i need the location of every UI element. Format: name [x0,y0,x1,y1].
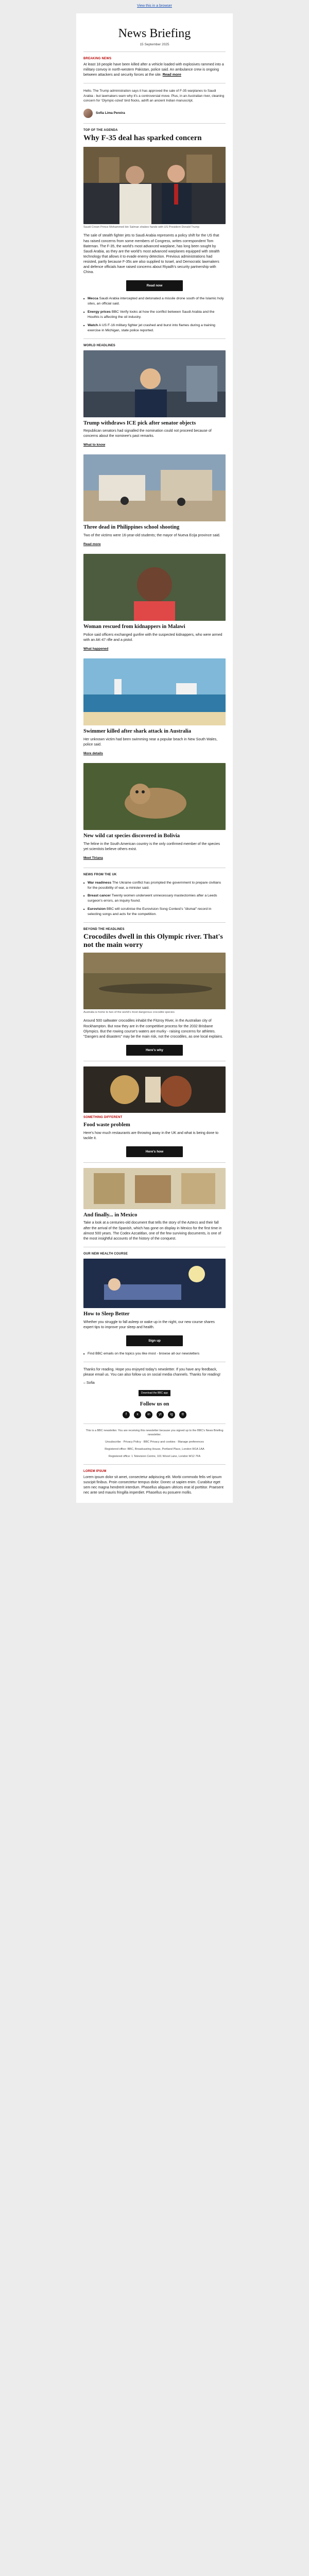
view-in-browser-bar [0,0,309,13]
story-image[interactable] [83,350,226,417]
lorem-section [83,1470,226,1496]
list-item [83,554,226,652]
footer-address: Registered office: 1 Television Centre, 101 Wood Lane, London W12 7FA [108,1454,201,1458]
facebook-icon[interactable]: f [123,1411,130,1418]
breaking-read-more-link[interactable]: Read more [162,73,181,77]
signoff-name: – Sofia [83,1381,95,1385]
beyond-headlines [83,928,226,1056]
story-image[interactable] [83,658,226,725]
list-item [83,454,226,548]
lorem-text: Lorem ipsum dolor sit amet, consectetur adipiscing elit. Morbi commodo felis vel ipsum suscipit finibus. Proin consectetur tempus dolor. Donec ut sapien enim. Curabitur eget sem nec magna hendrerit interdum. Phasellus aliquam ultrices erat id porttitor. Praesent nec ante sed mauris fringilla imperdiet. Phasellus eu posuere mollis. [83,1475,224,1495]
intro-text: Hello. The Trump administration says it has approved the sale of F-35 warplanes to Saudi Arabia - but lawmakers warn why it's a controversial move. Plus, in an Australian river, cleaning concern for 'Olympic-sized' bird flocks, adrift an ancient Indian manuscript. [83,89,225,103]
footer-links[interactable]: Unsubscribe · Privacy Policy · BBC Privacy and cookies · Manage preferences [105,1440,204,1444]
footer-text: This is a BBC newsletter. You are receiving this newsletter because you signed up to the BBC's News Briefing newsletter. [85,1429,224,1436]
food-label: SOMETHING DIFFERENT [83,1116,123,1120]
social-icons [83,1411,226,1418]
story-text: Two of the victims were 16-year-old students; the mayor of Nueva Ecija province said. [83,534,220,538]
health-text: Whether you struggle to fall asleep or wake up in the night, our new course shares expert tips to improve your sleep and health. [83,1320,215,1329]
follow-us-heading: Follow us on [140,1401,169,1408]
divider [83,1162,226,1163]
beyond-image[interactable] [83,953,226,1009]
story-image[interactable] [83,763,226,830]
list-item: ■ Find BBC emails on the topics you like most - browse all our newsletters [83,1351,226,1357]
top-label: TOP OF THE AGENDA [83,128,118,132]
list-item: ■ War readiness The Ukraine conflict has prompted the government to prepare civilians for the possibility of war, a minister said. [83,880,226,891]
and-finally [83,1168,226,1242]
something-different [83,1066,226,1157]
list-item: ■ Watch A US F-16 military fighter jet crashed and burst into flames during a training exercise in Michigan, state police reported. [83,323,226,333]
list-item [83,350,226,449]
uk-label: NEWS FROM THE UK [83,873,117,876]
read-now-button[interactable]: Read now [126,280,183,291]
top-of-agenda [83,129,226,333]
health-image[interactable] [83,1259,226,1308]
follow-us [83,1386,226,1418]
health-label: OUR NEW HEALTH COURSE [83,1252,128,1256]
story-headline[interactable]: Three dead in Philippines school shooting [83,524,180,531]
sign-up-button[interactable]: Sign up [126,1335,183,1346]
linkedin-icon[interactable]: in [145,1411,152,1418]
breaking-label: BREAKING NEWS [83,57,112,60]
beyond-text: Around 500 saltwater crocodiles inhabit the Fitzroy River, in the Australian city of Rockhampton. But now they are in the competitive process for the 2032 Brisbane Olympics. But the rowing course's waters are murky - raising concerns for athletes. "Dangers and disasters" may be the main risk, not the crocodiles, as one local explains. [83,1019,224,1039]
list-item [83,763,226,861]
lorem-label: LOREM IPSUM [83,1469,107,1473]
x-icon[interactable]: x [134,1411,141,1418]
top-bullets [83,296,226,333]
finally-headline[interactable]: And finally... in Mexico [83,1212,138,1218]
app-download-badge[interactable]: Download the BBC app [139,1390,170,1396]
story-text: Her unknown victim had been swimming near a popular beach in New South Wales, police said. [83,737,218,747]
uk-news [83,873,226,917]
uk-bullets [83,880,226,917]
story-text: Police said officers exchanged gunfire with the suspected kidnappers, who were armed with an AK-47 rifle and a pistol. [83,633,222,642]
food-image[interactable] [83,1066,226,1113]
divider [83,1464,226,1465]
breaking-text: At least 18 people have been killed after a vehicle loaded with explosives rammed into a military convoy in north-western Pakistan, police said. An ambulance crew is ongoing between attackers and security forces at the site. Read more [83,63,224,77]
heres-how-button[interactable]: Here's how [126,1146,183,1157]
world-label: WORLD HEADLINES [83,344,115,347]
story-headline[interactable]: New wild cat species discovered in Bolivia [83,833,180,839]
story-headline[interactable]: Trump withdraws ICE pick after senator objects [83,420,196,426]
view-in-browser-link[interactable]: View this in a browser [137,4,172,8]
breaking-news [83,57,226,78]
signoff-text: Thanks for reading. Hope you enjoyed today's newsletter. If you have any feedback, please email us. You can also follow us on social media channels. Thanks for reading! [83,1367,221,1377]
intro-quote [83,89,226,117]
finally-text: Take a look at a centuries-old document that tells the story of the Aztecs and their fall after the arrival of the Spanish, which has gone on display in Mexico for the first time in almost 500 years. The Codex Azcatitlan, one of the few surviving documents, is one of the most insightful accounts of the history of the conquest. [83,1221,222,1241]
story-image[interactable] [83,454,226,521]
story-text: The feline in the South American country is the only confirmed member of the species yet scientists believe others exist. [83,842,220,851]
top-story-image[interactable] [83,147,226,224]
avatar [83,109,93,118]
masthead [83,18,226,46]
author-name: Sofia Lima Pereira [96,111,125,115]
divider [83,922,226,923]
heres-why-button[interactable]: Here's why [126,1045,183,1056]
top-paragraph: The sale of stealth fighter jets to Saudi Arabia represents a policy shift for the US that has raised concerns from some members of Congress, writes correspondent Tom Bateman. The F-35, the world's most advanced warplane, has long been sought by Saudi Arabia, as they are the world's most advanced warplanes equipped with stealth technology that allows it to evade enemy detection. Previous administrations had resisted, partly because F-35s are also supplied to Israel, and Democratic lawmakers and defence officials have raised concerns about Riyadh's security partnership with China. [83,234,220,275]
list-item: ■ Mecca Saudi Arabia intercepted and detonated a missile drone south of the Islamic holy sites, an official said. [83,296,226,307]
food-text: Here's how much restaurants are throwing away in the UK and what is being done to tackle it. [83,1131,219,1140]
top-headline[interactable]: Why F-35 deal has sparked concern [83,133,202,142]
beyond-headline[interactable]: Crocodiles dwell in this Olympic river. That's not the main worry [83,933,223,949]
instagram-icon[interactable]: ig [168,1411,175,1418]
health-headline[interactable]: How to Sleep Better [83,1311,130,1317]
world-headlines [83,344,226,861]
list-item: ■ Energy prices BBC Verify looks at how the conflict between Saudi Arabia and the Houthis is affecting the oil industry. [83,310,226,320]
list-item: ■ Breast cancer Twenty women underwent unnecessary mastectomies after a Leeds surgeon's errors, an inquiry found. [83,893,226,904]
list-item [83,658,226,757]
story-image[interactable] [83,554,226,621]
story-link[interactable]: Meet Tiriana [83,856,103,860]
newsletter-date: 15 September 2025 [140,43,169,46]
beyond-caption: Australia is home to two of the world's most dangerous crocodile species [83,1011,175,1014]
divider [83,123,226,124]
footer-address: Registered office: BBC, Broadcasting House, Portland Place, London W1A 1AA [105,1447,204,1451]
story-link[interactable]: Read more [83,543,101,547]
beyond-label: BEYOND THE HEADLINES [83,927,125,931]
story-link[interactable]: What to know [83,443,106,447]
story-link[interactable]: What happened [83,647,109,651]
author-line [83,109,226,118]
signoff [83,1367,226,1386]
newsletter-title: News Briefing [118,27,191,40]
list-item: ■ Eurovision BBC will scrutinise the Eurovision Song Contest's "dismal" record in selecting songs and acts for the competition. [83,907,226,917]
top-caption: Saudi Crown Prince Mohammed bin Salman shakes hands with US President Donald Trump [83,225,199,229]
story-headline[interactable]: Woman rescued from kidnappers in Malawi [83,624,185,630]
story-headline[interactable]: Swimmer killed after shark attack in Australia [83,728,192,735]
footer [83,1429,226,1459]
health-bullets [83,1351,226,1357]
food-headline[interactable]: Food waste problem [83,1122,130,1128]
divider [83,1423,226,1424]
codex-image[interactable] [83,1168,226,1209]
newsletter-container [76,13,233,1503]
divider [83,338,226,339]
health-course [83,1252,226,1357]
youtube-icon[interactable]: yt [157,1411,164,1418]
story-text: Republican senators had signalled the nomination could not proceed because of concerns about the nominee's past remarks. [83,429,212,438]
tiktok-icon[interactable]: tt [179,1411,186,1418]
story-link[interactable]: More details [83,751,103,755]
